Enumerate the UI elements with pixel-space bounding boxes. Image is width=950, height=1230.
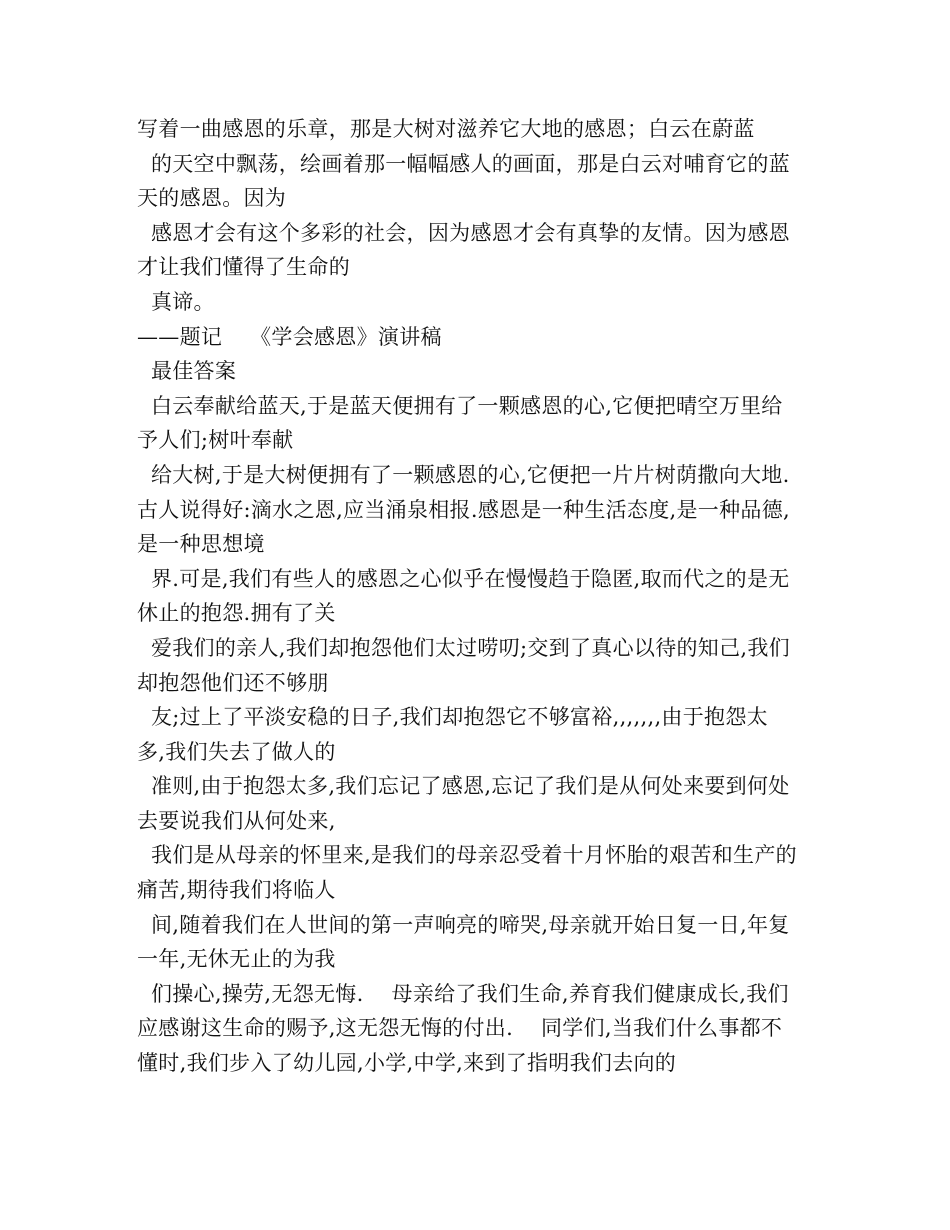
text-line: 真谛。 (137, 289, 215, 314)
text-line: 才让我们懂得了生命的 (137, 255, 350, 280)
text-line: 却抱怨他们还不够朋 (137, 670, 329, 695)
text-line: 痛苦,期待我们将临人 (137, 878, 336, 903)
text-line: 爱我们的亲人,我们却抱怨他们太过唠叨;交到了真心以待的知己,我们 (137, 635, 790, 660)
text-line: 天的感恩。因为 (137, 186, 287, 211)
text-line: 的天空中飘荡，绘画着那一幅幅感人的画面，那是白云对哺育它的蓝 (137, 151, 790, 176)
text-line: 应感谢这生命的赐予,这无怨无悔的付出. 同学们,当我们什么事都不 (137, 1016, 783, 1041)
text-line: 间,随着我们在人世间的第一声响亮的啼哭,母亲就开始日复一日,年复 (137, 912, 790, 937)
text-line: 感恩才会有这个多彩的社会，因为感恩才会有真挚的友情。因为感恩 (137, 220, 790, 245)
text-line: 休止的抱怨.拥有了关 (137, 601, 336, 626)
text-line: 多,我们失去了做人的 (137, 739, 336, 764)
text-line: 古人说得好:滴水之恩,应当涌泉相报.感恩是一种生活态度,是一种品德, (137, 497, 790, 522)
text-line: 们操心,操劳,无怨无悔. 母亲给了我们生命,养育我们健康成长,我们 (137, 981, 789, 1006)
text-line: 懂时,我们步入了幼儿园,小学,中学,来到了指明我们去向的 (137, 1051, 677, 1076)
text-line: 友;过上了平淡安稳的日子,我们却抱怨它不够富裕,,,,,,,由于抱怨太 (137, 705, 768, 730)
text-line: 我们是从母亲的怀里来,是我们的母亲忍受着十月怀胎的艰苦和生产的 (137, 843, 797, 868)
text-line: 最佳答案 (137, 359, 237, 384)
text-line: 予人们;树叶奉献 (137, 428, 294, 453)
text-line: 写着一曲感恩的乐章，那是大树对滋养它大地的感恩；白云在蔚蓝 (137, 117, 755, 141)
text-line: 去要说我们从何处来, (137, 808, 336, 833)
text-line: 给大树,于是大树便拥有了一颗感恩的心,它便把一片片树荫撒向大地. (137, 462, 790, 487)
text-line: ——题记 《学会感恩》演讲稿 (137, 324, 442, 349)
text-line: 白云奉献给蓝天,于是蓝天便拥有了一颗感恩的心,它便把晴空万里给 (137, 393, 783, 418)
text-line: 是一种思想境 (137, 532, 265, 557)
text-line: 界.可是,我们有些人的感恩之心似乎在慢慢趋于隐匿,取而代之的是无 (137, 566, 790, 591)
text-line: 准则,由于抱怨太多,我们忘记了感恩,忘记了我们是从何处来要到何处 (137, 774, 790, 799)
document-body (137, 112, 827, 1081)
text-line: 一年,无休无止的为我 (137, 947, 336, 972)
